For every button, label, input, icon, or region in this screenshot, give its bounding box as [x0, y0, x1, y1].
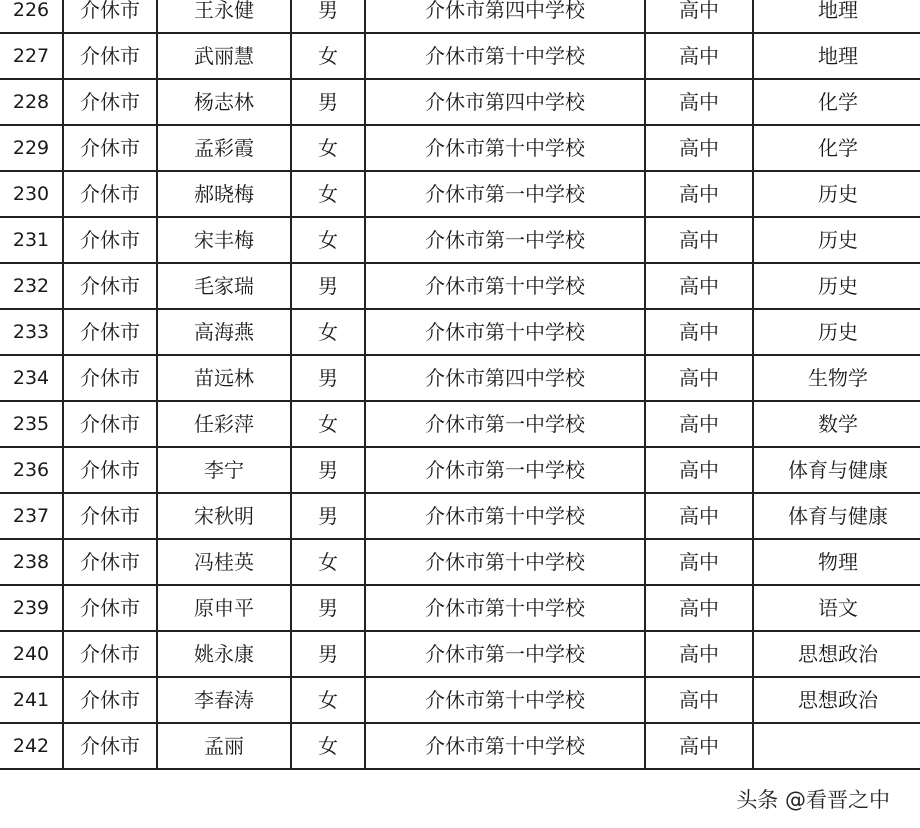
cell-name: 王永健 [157, 0, 291, 33]
cell-gender: 女 [291, 723, 365, 769]
cell-subject [753, 723, 920, 769]
cell-number: 239 [0, 585, 63, 631]
cell-name: 杨志林 [157, 79, 291, 125]
cell-number: 229 [0, 125, 63, 171]
table-row [0, 263, 920, 309]
cell-level: 高中 [645, 447, 753, 493]
cell-number: 234 [0, 355, 63, 401]
cell-name: 孟彩霞 [157, 125, 291, 171]
cell-number: 230 [0, 171, 63, 217]
cell-city: 介休市 [63, 309, 157, 355]
cell-number: 238 [0, 539, 63, 585]
cell-level: 高中 [645, 493, 753, 539]
cell-school: 介休市第一中学校 [365, 401, 645, 447]
cell-subject: 思想政治 [753, 631, 920, 677]
table-row [0, 217, 920, 263]
cell-gender: 女 [291, 401, 365, 447]
cell-gender: 男 [291, 585, 365, 631]
cell-school: 介休市第四中学校 [365, 79, 645, 125]
table-row [0, 79, 920, 125]
cell-school: 介休市第十中学校 [365, 125, 645, 171]
cell-name: 高海燕 [157, 309, 291, 355]
table-row [0, 539, 920, 585]
table-row [0, 0, 920, 33]
cell-number: 242 [0, 723, 63, 769]
cell-city: 介休市 [63, 79, 157, 125]
cell-number: 241 [0, 677, 63, 723]
cell-city: 介休市 [63, 677, 157, 723]
cell-level: 高中 [645, 79, 753, 125]
cell-level: 高中 [645, 539, 753, 585]
table-row [0, 125, 920, 171]
cell-city: 介休市 [63, 263, 157, 309]
table-row [0, 631, 920, 677]
cell-school: 介休市第十中学校 [365, 309, 645, 355]
table-row [0, 585, 920, 631]
cell-gender: 男 [291, 493, 365, 539]
cell-name: 原申平 [157, 585, 291, 631]
cell-subject: 体育与健康 [753, 447, 920, 493]
cell-level: 高中 [645, 309, 753, 355]
table-row [0, 447, 920, 493]
cell-school: 介休市第十中学校 [365, 723, 645, 769]
cell-school: 介休市第一中学校 [365, 631, 645, 677]
cell-gender: 女 [291, 171, 365, 217]
cell-level: 高中 [645, 125, 753, 171]
cell-level: 高中 [645, 33, 753, 79]
cell-city: 介休市 [63, 171, 157, 217]
cell-level: 高中 [645, 723, 753, 769]
cell-school: 介休市第一中学校 [365, 171, 645, 217]
cell-number: 236 [0, 447, 63, 493]
cell-number: 240 [0, 631, 63, 677]
cell-level: 高中 [645, 585, 753, 631]
cell-city: 介休市 [63, 0, 157, 33]
cell-school: 介休市第四中学校 [365, 355, 645, 401]
table-row [0, 401, 920, 447]
cell-subject: 生物学 [753, 355, 920, 401]
cell-subject: 物理 [753, 539, 920, 585]
cell-name: 任彩萍 [157, 401, 291, 447]
cell-city: 介休市 [63, 723, 157, 769]
cell-school: 介休市第十中学校 [365, 33, 645, 79]
cell-gender: 女 [291, 33, 365, 79]
cell-name: 姚永康 [157, 631, 291, 677]
cell-school: 介休市第一中学校 [365, 447, 645, 493]
table-row [0, 723, 920, 769]
cell-subject: 历史 [753, 309, 920, 355]
watermark-text: 头条 @看晋之中 [732, 784, 894, 814]
cell-number: 237 [0, 493, 63, 539]
cell-number: 232 [0, 263, 63, 309]
cell-level: 高中 [645, 631, 753, 677]
cell-subject: 数学 [753, 401, 920, 447]
cell-subject: 语文 [753, 585, 920, 631]
cell-subject: 化学 [753, 125, 920, 171]
cell-name: 毛家瑞 [157, 263, 291, 309]
cell-city: 介休市 [63, 401, 157, 447]
cell-subject: 化学 [753, 79, 920, 125]
cell-gender: 女 [291, 539, 365, 585]
cell-number: 226 [0, 0, 63, 33]
cell-gender: 男 [291, 0, 365, 33]
cell-subject: 地理 [753, 33, 920, 79]
cell-name: 郝晓梅 [157, 171, 291, 217]
cell-subject: 历史 [753, 217, 920, 263]
cell-number: 233 [0, 309, 63, 355]
cell-gender: 男 [291, 355, 365, 401]
cell-school: 介休市第十中学校 [365, 677, 645, 723]
table-row [0, 355, 920, 401]
cell-level: 高中 [645, 217, 753, 263]
cell-level: 高中 [645, 355, 753, 401]
cell-city: 介休市 [63, 493, 157, 539]
cell-level: 高中 [645, 171, 753, 217]
table-row [0, 309, 920, 355]
cell-subject: 地理 [753, 0, 920, 33]
cell-name: 李宁 [157, 447, 291, 493]
table-row [0, 493, 920, 539]
cell-level: 高中 [645, 0, 753, 33]
cell-gender: 男 [291, 447, 365, 493]
cell-city: 介休市 [63, 631, 157, 677]
cell-gender: 女 [291, 217, 365, 263]
cell-city: 介休市 [63, 217, 157, 263]
table-row [0, 677, 920, 723]
cell-gender: 女 [291, 125, 365, 171]
cell-gender: 女 [291, 677, 365, 723]
cell-number: 228 [0, 79, 63, 125]
cell-number: 227 [0, 33, 63, 79]
cell-name: 苗远林 [157, 355, 291, 401]
cell-school: 介休市第一中学校 [365, 217, 645, 263]
cell-gender: 男 [291, 263, 365, 309]
cell-city: 介休市 [63, 33, 157, 79]
cell-city: 介休市 [63, 125, 157, 171]
cell-gender: 女 [291, 309, 365, 355]
cell-school: 介休市第十中学校 [365, 539, 645, 585]
cell-school: 介休市第十中学校 [365, 263, 645, 309]
cell-name: 宋秋明 [157, 493, 291, 539]
cell-subject: 体育与健康 [753, 493, 920, 539]
cell-city: 介休市 [63, 585, 157, 631]
table-row [0, 33, 920, 79]
cell-level: 高中 [645, 263, 753, 309]
cell-gender: 男 [291, 79, 365, 125]
cell-subject: 思想政治 [753, 677, 920, 723]
cell-name: 武丽慧 [157, 33, 291, 79]
table-row [0, 171, 920, 217]
cell-level: 高中 [645, 401, 753, 447]
cell-name: 冯桂英 [157, 539, 291, 585]
cell-gender: 男 [291, 631, 365, 677]
cell-name: 孟丽 [157, 723, 291, 769]
cell-subject: 历史 [753, 171, 920, 217]
cell-school: 介休市第十中学校 [365, 585, 645, 631]
cell-school: 介休市第四中学校 [365, 0, 645, 33]
cell-number: 231 [0, 217, 63, 263]
cell-level: 高中 [645, 677, 753, 723]
cell-name: 宋丰梅 [157, 217, 291, 263]
cell-city: 介休市 [63, 447, 157, 493]
cell-city: 介休市 [63, 539, 157, 585]
cell-school: 介休市第十中学校 [365, 493, 645, 539]
cell-number: 235 [0, 401, 63, 447]
cell-name: 李春涛 [157, 677, 291, 723]
cell-city: 介休市 [63, 355, 157, 401]
cell-subject: 历史 [753, 263, 920, 309]
